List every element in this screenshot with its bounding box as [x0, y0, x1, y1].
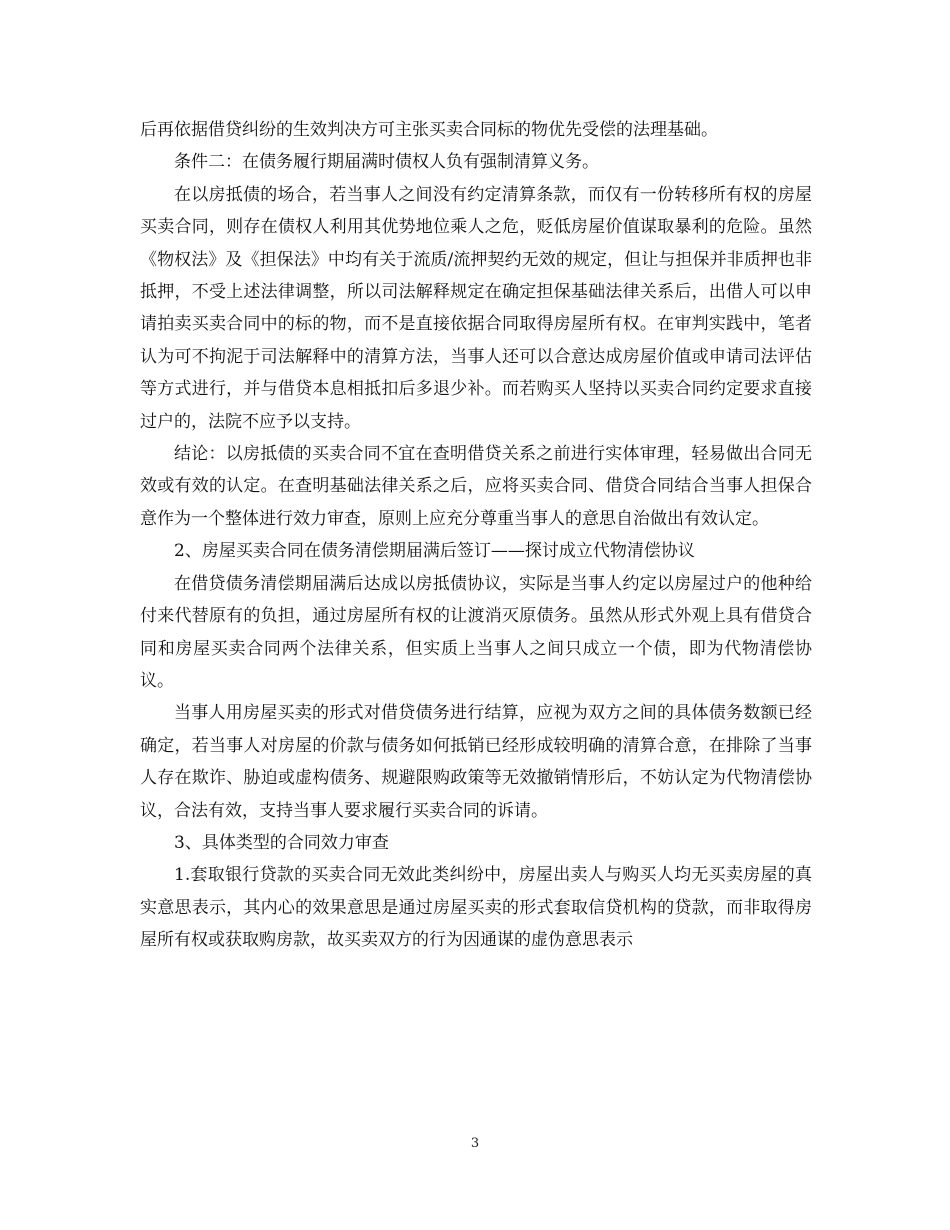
paragraph-1: 后再依据借贷纠纷的生效判决方可主张买卖合同标的物优先受偿的法理基础。	[140, 120, 718, 140]
paragraph-6: 当事人用房屋买卖的形式对借贷债务进行结算，应视为双方之间的具体债务数额已经确定，若当事人对房屋的价款与债务如何抵销已经形成较明确的清算合意，在排除了当事人存在欺诈、胁迫或虚构债务、规避限购政策等无效撤销情形后，不妨认定为代物清偿协议，合法有效，支持当事人要求履行买卖合同的诉请。	[140, 703, 812, 821]
paragraph-4: 结论：以房抵债的买卖合同不宜在查明借贷关系之前进行实体审理，轻易做出合同无效或有效的认定。在查明基础法律关系之后，应将买卖合同、借贷合同结合当事人担保合意作为一个整体进行效力审查，原则上应充分尊重当事人的意思自治做出有效认定。	[140, 444, 812, 529]
section-heading-3: 3、具体类型的合同效力审查	[174, 832, 389, 853]
page-number: 3	[470, 1136, 480, 1151]
paragraph-5: 在借贷债务清偿期届满后达成以房抵债协议，实际是当事人约定以房屋过户的他种给付来代替原有的负担，通过房屋所有权的让渡消灭原债务。虽然从形式外观上具有借贷合同和房屋买卖合同两个法律关系，但实质上当事人之间只成立一个债，即为代物清偿协议。	[140, 573, 812, 691]
paragraph-3: 在以房抵债的场合，若当事人之间没有约定清算条款，而仅有一份转移所有权的房屋买卖合同，则存在债权人利用其优势地位乘人之危，贬低房屋价值谋取暴利的危险。虽然《物权法》及《担保法》中均有关于流质/流押契约无效的规定，但让与担保并非质押也非抵押，不受上述法律调整，所以司法解释规定在确定担保基础法律关系后，出借人可以申请拍卖买卖合同中的标的物，而不是直接依据合同取得房屋所有权。在审判实践中，笔者认为可不拘泥于司法解释中的清算方法，当事人还可以合意达成房屋价值或申请司法评估等方式进行，并与借贷本息相抵扣后多退少补。而若购买人坚持以买卖合同约定要求直接过户的，法院不应予以支持。	[140, 184, 812, 432]
document-body	[140, 114, 812, 957]
paragraph-2: 条件二：在债务履行期届满时债权人负有强制清算义务。	[174, 152, 599, 173]
paragraph-7: 1.套取银行贷款的买卖合同无效此类纠纷中，房屋出卖人与购买人均无买卖房屋的真实意思表示，其内心的效果意思是通过房屋买卖的形式套取信贷机构的贷款，而非取得房屋所有权或获取购房款，故买卖双方的行为因通谋的虚伪意思表示	[140, 865, 812, 951]
section-heading-2: 2、房屋买卖合同在债务清偿期届满后签订——探讨成立代物清偿协议	[174, 541, 695, 562]
